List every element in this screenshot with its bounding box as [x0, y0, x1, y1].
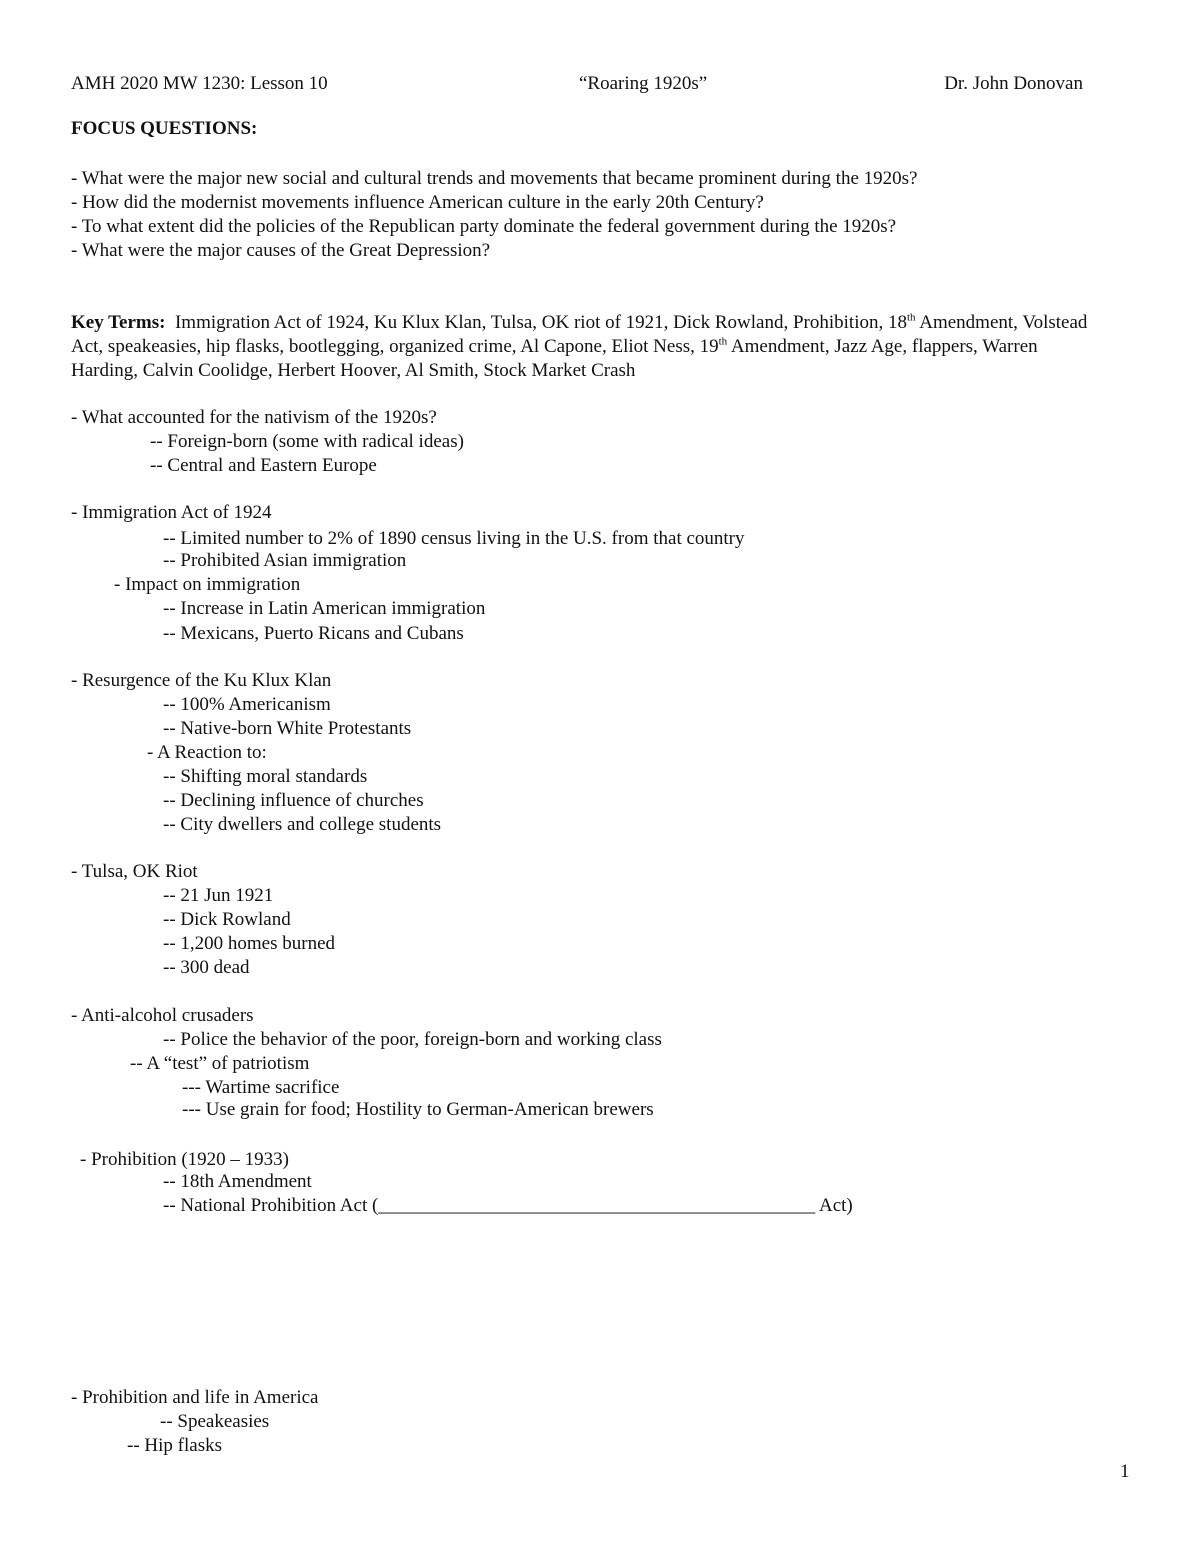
outline-item: -- Mexicans, Puerto Ricans and Cubans: [163, 623, 464, 644]
outline-subheading: -- A “test” of patriotism: [130, 1053, 310, 1074]
outline-subheading: - A Reaction to:: [147, 742, 267, 763]
outline-item: -- Foreign-born (some with radical ideas): [150, 431, 464, 452]
outline-item: -- Central and Eastern Europe: [150, 455, 377, 476]
key-terms-text: Immigration Act of 1924, Ku Klux Klan, Tulsa, OK riot of 1921, Dick Rowland, Prohibition, 18: [174, 312, 907, 333]
outline-item: -- 100% Americanism: [163, 694, 331, 715]
outline-subheading: - Impact on immigration: [114, 574, 301, 595]
key-terms-paragraph: [71, 311, 1101, 383]
outline-item: -- Speakeasies: [160, 1411, 270, 1432]
outline-heading: - Immigration Act of 1924: [71, 502, 272, 523]
outline-heading: - Tulsa, OK Riot: [71, 861, 198, 882]
lesson-title: “Roaring 1920s”: [579, 73, 708, 94]
course-label: AMH 2020 MW 1230: Lesson 10: [71, 73, 328, 94]
ordinal-suffix: th: [906, 311, 916, 324]
outline-item: -- Native-born White Protestants: [163, 718, 412, 739]
key-terms-text: Amendment, Jazz Age, flappers, Warren Harding, Calvin Coolidge, Herbert Hoover, Al Smith, Stock Market Crash: [71, 336, 1038, 381]
outline-item: -- Increase in Latin American immigration: [163, 598, 486, 619]
ordinal-suffix: th: [718, 335, 728, 348]
key-terms-text: Amendment, Volstead Act, speakeasies, hip flasks, bootlegging, organized crime, Al Capone, Eliot Ness, 19: [71, 312, 1088, 357]
outline-item: -- Prohibited Asian immigration: [163, 550, 407, 571]
outline-item: --- Use grain for food; Hostility to German-American brewers: [182, 1099, 654, 1120]
focus-question: - How did the modernist movements influence American culture in the early 20th Century?: [71, 192, 764, 213]
focus-question: - What were the major new social and cultural trends and movements that became prominent during the 1920s?: [71, 168, 918, 189]
outline-item: -- 18th Amendment: [163, 1171, 312, 1192]
focus-question: - What were the major causes of the Great Depression?: [71, 240, 491, 261]
outline-heading: - What accounted for the nativism of the 1920s?: [71, 407, 437, 428]
outline-item: -- 21 Jun 1921: [163, 885, 274, 906]
outline-heading: - Resurgence of the Ku Klux Klan: [71, 670, 332, 691]
outline-item: -- Shifting moral standards: [163, 766, 368, 787]
outline-heading: - Prohibition (1920 – 1933): [80, 1149, 289, 1170]
outline-item: -- Hip flasks: [127, 1435, 222, 1456]
focus-questions-heading: FOCUS QUESTIONS:: [71, 118, 258, 139]
page-number: 1: [1120, 1461, 1130, 1482]
key-terms-label: Key Terms:: [71, 312, 166, 333]
outline-item: -- National Prohibition Act (______________________________________________ Act): [163, 1195, 853, 1216]
outline-heading: - Anti-alcohol crusaders: [71, 1005, 254, 1026]
outline-item: -- 300 dead: [163, 957, 250, 978]
focus-question: - To what extent did the policies of the Republican party dominate the federal government during the 1920s?: [71, 216, 897, 237]
outline-item: --- Wartime sacrifice: [182, 1077, 340, 1098]
outline-item: -- Declining influence of churches: [163, 790, 424, 811]
outline-item: -- Police the behavior of the poor, foreign-born and working class: [163, 1029, 662, 1050]
outline-item: -- 1,200 homes burned: [163, 933, 336, 954]
instructor-name: Dr. John Donovan: [944, 73, 1083, 94]
outline-item: -- Dick Rowland: [163, 909, 291, 930]
outline-item: -- City dwellers and college students: [163, 814, 442, 835]
outline-item: -- Limited number to 2% of 1890 census living in the U.S. from that country: [163, 528, 745, 549]
document-header: [71, 73, 1083, 97]
outline-heading: - Prohibition and life in America: [71, 1387, 319, 1408]
